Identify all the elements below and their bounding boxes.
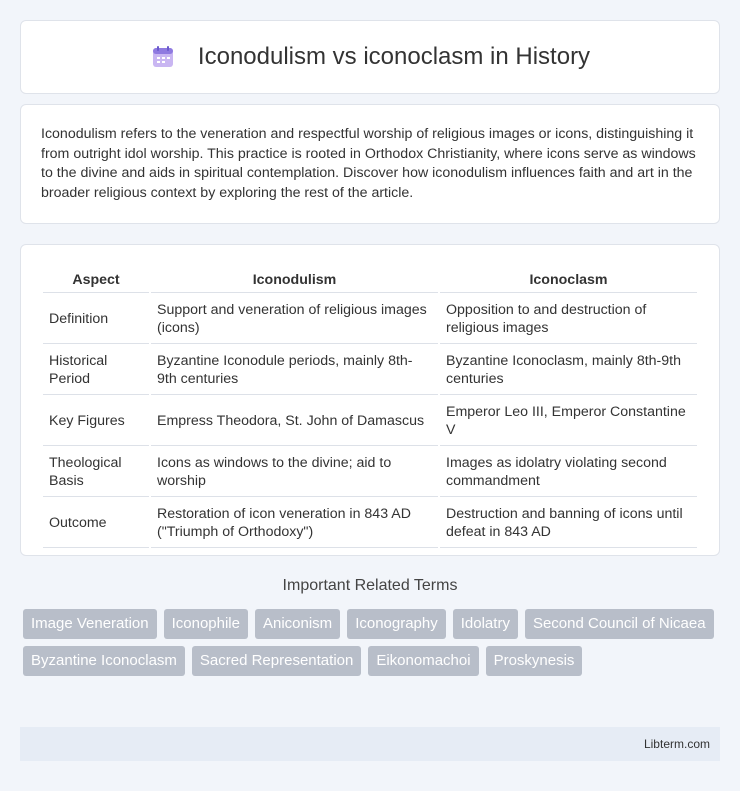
page-title: Iconodulism vs iconoclasm in History — [197, 43, 591, 70]
intro-card — [20, 104, 720, 224]
tag-image-veneration[interactable]: Image Veneration — [23, 609, 157, 639]
title-card — [20, 20, 720, 94]
tag-iconography[interactable]: Iconography — [347, 609, 446, 639]
table-cell: Empress Theodora, St. John of Damascus — [151, 397, 438, 446]
table-cell: Theological Basis — [43, 448, 149, 497]
table-row — [43, 346, 697, 395]
comparison-table — [41, 265, 699, 550]
intro-text: Iconodulism refers to the veneration and respectful worship of religious images or icons, distinguishing it from outright idol worship. This practice is rooted in Orthodox Christianity, where icons serve as windows to the divine and aids in spiritual contemplation. Discover how iconodulism influences faith and art in the broader religious context by exploring the rest of the article. — [41, 126, 696, 201]
tag-byzantine-iconoclasm[interactable]: Byzantine Iconoclasm — [23, 646, 185, 676]
table-header-row — [43, 267, 697, 293]
tag-proskynesis[interactable]: Proskynesis — [486, 646, 583, 676]
tag-second-council-of-nicaea[interactable]: Second Council of Nicaea — [525, 609, 714, 639]
table-cell: Support and veneration of religious images (icons) — [151, 295, 438, 344]
table-cell: Definition — [43, 295, 149, 344]
related-terms-heading: Important Related Terms — [282, 577, 458, 594]
tag-idolatry[interactable]: Idolatry — [453, 609, 518, 639]
table-cell: Key Figures — [43, 397, 149, 446]
comparison-table-card — [20, 244, 720, 556]
table-cell: Historical Period — [43, 346, 149, 395]
table-cell: Outcome — [43, 499, 149, 548]
table-cell: Destruction and banning of icons until defeat in 843 AD — [440, 499, 697, 548]
table-cell: Icons as windows to the divine; aid to worship — [151, 448, 438, 497]
table-cell: Restoration of icon veneration in 843 AD ("Triumph of Orthodoxy") — [151, 499, 438, 548]
table-cell: Byzantine Iconoclasm, mainly 8th-9th centuries — [440, 346, 697, 395]
table-row — [43, 295, 697, 344]
tag-iconophile[interactable]: Iconophile — [164, 609, 248, 639]
footer — [20, 727, 720, 761]
calendar-icon — [150, 44, 176, 70]
table-cell: Byzantine Iconodule periods, mainly 8th-9th centuries — [151, 346, 438, 395]
table-row — [43, 448, 697, 497]
table-row — [43, 499, 697, 548]
column-header-iconodulism: Iconodulism — [151, 267, 438, 293]
column-header-aspect: Aspect — [43, 267, 149, 293]
tag-sacred-representation[interactable]: Sacred Representation — [192, 646, 361, 676]
table-cell: Emperor Leo III, Emperor Constantine V — [440, 397, 697, 446]
tag-aniconism[interactable]: Aniconism — [255, 609, 340, 639]
tag-eikonomachoi[interactable]: Eikonomachoi — [368, 646, 478, 676]
footer-site-link[interactable]: Libterm.com — [643, 737, 710, 751]
related-terms-tags — [23, 609, 723, 683]
table-cell: Images as idolatry violating second commandment — [440, 448, 697, 497]
table-row — [43, 397, 697, 446]
table-cell: Opposition to and destruction of religious images — [440, 295, 697, 344]
column-header-iconoclasm: Iconoclasm — [440, 267, 697, 293]
